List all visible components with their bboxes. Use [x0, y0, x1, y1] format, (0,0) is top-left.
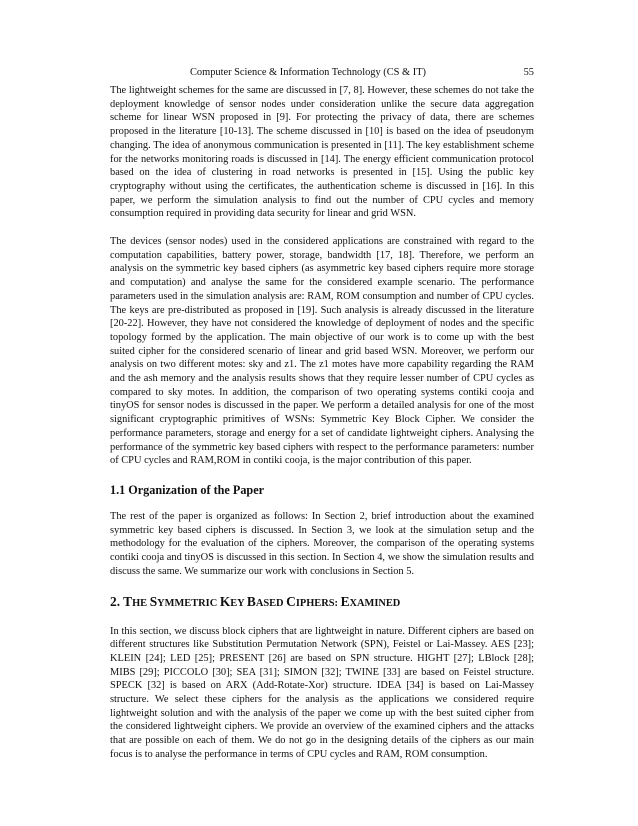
- paragraph-contribution: The devices (sensor nodes) used in the considered applications are constrained with regard to the computation capabilities, battery power, storage, bandwidth [17, 18]. Therefore, we perform an analysis on the symmetric key based ciphers (as asymmetric key based ciphers require more storage and computation) and analyse the same for the considered example scenario. The performance parameters used in the simulation analysis are: RAM, ROM consumption and number of CPU cycles. The keys are pre-distributed as proposed in [19]. Such analysis is already discussed in the literature [20-22]. However, they have not considered the knowledge of deployment of nodes and the specific topology formed by the application. The main objective of our work is to come up with the best suited cipher for the considered scenario of linear and grid based WSN. Moreover, we perform our analysis on two different motes: sky and z1. The z1 motes have more capability regarding the RAM and the ash memory and the analysis results shows that they require lesser number of CPU cycles as compared to sky motes. In addition, the comparison of two operating systems contiki cooja and tinyOS for sensor nodes is discussed in the paper. We perform a detailed analysis for one of the most significant cryptographic primitives of WSNs: Symmetric Key Block Cipher. We consider the performance parameters, storage and energy for a set of candidate lightweight ciphers. Analysing the performance of the symmetric key based ciphers with respect to the performance parameters: number of CPU cycles and RAM,ROM in contiki cooja, is the major contribution of this paper.: [110, 236, 534, 467]
- subsection-heading: 1.1 Organization of the Paper: [110, 482, 265, 497]
- section-word: THE: [123, 593, 150, 609]
- section-word: BASED: [246, 593, 287, 609]
- body-text: [110, 84, 534, 762]
- paragraph-related-work: The lightweight schemes for the same are discussed in [7, 8]. However, these schemes do not take the deployment knowledge of sensor nodes under consideration unlike the secure data aggregation scheme for linear WSN proposed in [9]. For protecting the privacy of data, there are schemes proposed in the literature [10-13]. The scheme discussed in [10] is based on the idea of pseudonym changing. The idea of anonymous communication is presented in [11]. The key establishment scheme for the networks monitoring roads is discussed in [14]. The energy efficient communication protocol based on the idea of clustering in road networks is presented in [15]. Using the public key cryptography without using the certificates, the authentication scheme is discussed in [16]. In this paper, we perform the simulation analysis to find out the number of CPU cycles and memory consumption required in providing data security for linear and grid WSN.: [110, 85, 534, 220]
- section-word: KEY: [219, 593, 247, 609]
- journal-title: Computer Science & Information Technology (CS & IT): [190, 67, 426, 78]
- section-word: SYMMETRIC: [149, 593, 220, 609]
- section-heading: [110, 593, 534, 613]
- section-word: EXAMINED: [340, 593, 401, 609]
- page-number: 55: [523, 67, 534, 78]
- running-head: [110, 66, 534, 80]
- section-word: CIPHERS:: [286, 593, 341, 609]
- paragraph-ciphers-overview: In this section, we discuss block ciphers that are lightweight in nature. Different ciphers are based on different structures like Substitution Permutation Network (SPN), Feistel or Lai-Massey. AES [23]; KLEIN [24]; LED [25]; PRESENT [26] are based on SPN structure. HIGHT [27]; LBlock [28]; MIBS [29]; PICCOLO [30]; SEA [31]; SIMON [32]; TWINE [33] are based on Feistel structure. SPECK [32] is based on ARX (Add-Rotate-Xor) structure. IDEA [34] is based on Lai-Massey structure. We select these ciphers for the analysis as the applications we considered require lightweight solution and with the analysis of the paper we come up with the best suited cipher from the considered lightweight ciphers. We provide an overview of the examined ciphers and the attacks that are possible on each of them. We do not go in the designing details of the ciphers as our main focus is to analyse the performance in terms of CPU cycles and RAM, ROM consumption.: [110, 625, 534, 760]
- section-number: 2.: [110, 593, 124, 609]
- paragraph-organization: The rest of the paper is organized as follows: In Section 2, brief introduction about the examined symmetric key based ciphers is discussed. In Section 3, we look at the simulation setup and the methodology for the evaluation of the ciphers. Moreover, the comparison of the operating systems contiki cooja and tinyOS is discussed in this section. In Section 4, we show the simulation results and discuss the same. We summarize our work with conclusions in Section 5.: [110, 510, 534, 577]
